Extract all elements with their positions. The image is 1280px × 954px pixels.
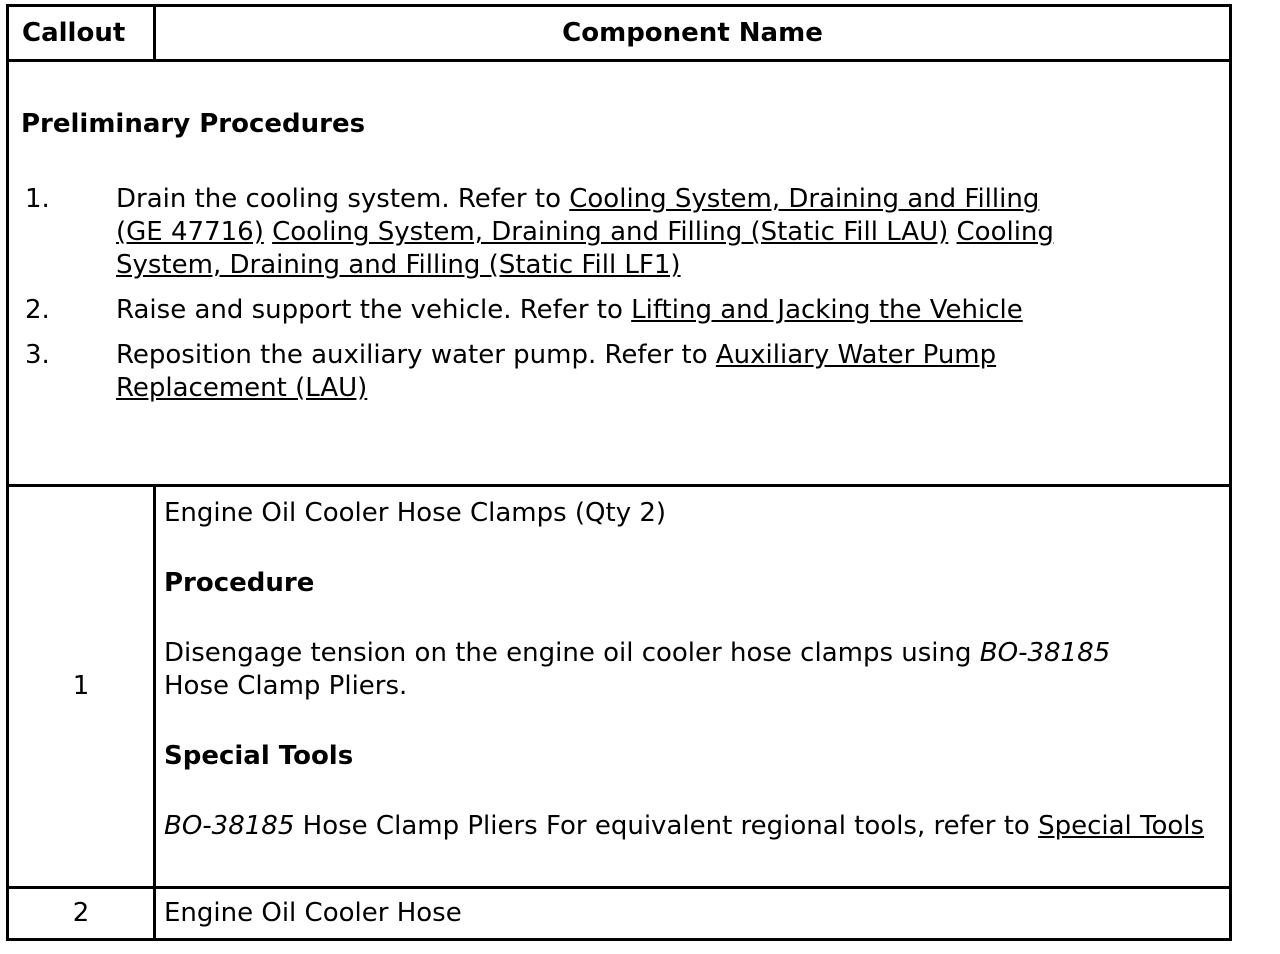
procedure-text-end: Hose Clamp Pliers.	[164, 671, 408, 701]
preliminary-row	[8, 61, 1231, 486]
component-name: Engine Oil Cooler Hose	[155, 888, 1231, 940]
procedure-heading: Procedure	[164, 568, 315, 598]
link-cooling-system-ge-47716[interactable]: Cooling System, Draining and Filling (GE 47716)	[116, 184, 1040, 247]
special-tools-text	[164, 810, 1221, 843]
procedure-table	[6, 4, 1232, 941]
step-instruction: Raise and support the vehicle. Refer to	[116, 295, 623, 325]
link-cooling-system-static-fill-lau[interactable]: Cooling System, Draining and Filling (Static Fill LAU)	[272, 217, 949, 247]
link-special-tools[interactable]: Special Tools	[1038, 811, 1205, 841]
list-item	[21, 339, 1217, 405]
special-tools-heading: Special Tools	[164, 741, 354, 771]
step-text	[116, 183, 1217, 282]
component-name-column-header: Component Name	[155, 6, 1231, 61]
table-header-row	[8, 6, 1231, 61]
table-row	[8, 888, 1231, 940]
special-tools-description: Hose Clamp Pliers For equivalent regional tools, refer to	[302, 811, 1030, 841]
callout-number: 2	[8, 888, 155, 940]
procedure-text-start: Disengage tension on the engine oil cooler hose clamps using	[164, 638, 972, 668]
link-cooling-system-static-fill-lf1[interactable]: Cooling System, Draining and Filling (Static Fill LF1)	[116, 217, 1054, 280]
component-cell	[155, 486, 1231, 888]
list-item	[21, 294, 1217, 327]
step-text	[116, 294, 1217, 327]
step-text	[116, 339, 1217, 405]
preliminary-steps-list	[21, 183, 1217, 405]
callout-column-header: Callout	[8, 6, 155, 61]
tool-number: BO-38185	[979, 638, 1111, 668]
step-number: 2.	[25, 295, 50, 325]
tool-number: BO-38185	[164, 811, 295, 841]
step-number: 3.	[25, 340, 50, 370]
procedure-text	[164, 637, 1221, 703]
link-lifting-and-jacking[interactable]: Lifting and Jacking the Vehicle	[631, 295, 1023, 325]
list-item	[21, 183, 1217, 282]
link-auxiliary-water-pump-replacement[interactable]: Auxiliary Water Pump Replacement (LAU)	[116, 340, 997, 403]
preliminary-procedures-title: Preliminary Procedures	[21, 109, 366, 139]
callout-number: 1	[8, 486, 155, 888]
step-number: 1.	[25, 184, 50, 214]
step-instruction: Reposition the auxiliary water pump. Refer to	[116, 340, 708, 370]
preliminary-procedures-cell	[8, 61, 1231, 486]
component-name: Engine Oil Cooler Hose Clamps (Qty 2)	[164, 498, 667, 528]
table-row	[8, 486, 1231, 888]
step-instruction: Drain the cooling system. Refer to	[116, 184, 561, 214]
